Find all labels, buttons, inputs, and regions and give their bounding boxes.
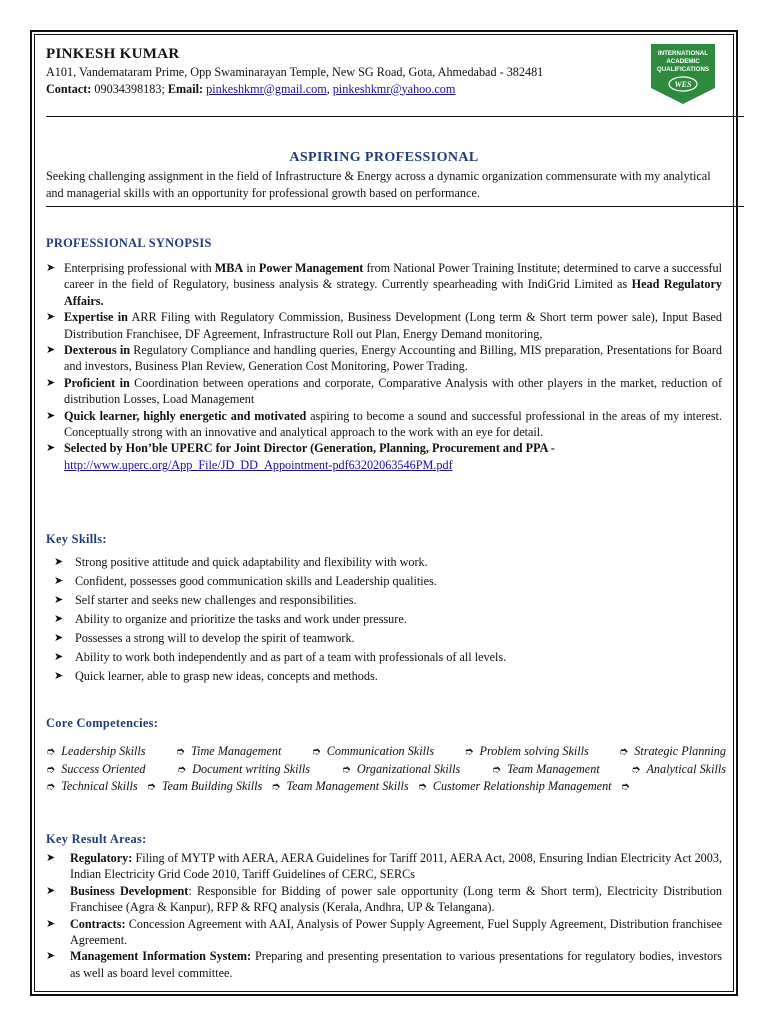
kra-item: ➤ Business Development: Responsible for Bidding of power sale opportunity (Long term & Short term), Electricity Distribution Franchisee (Agra & Kanpur), RFP & RFQ analysis (Kerala, Andhra, UP & Telangana). [46,883,722,915]
arrow-icon: ➮ [619,746,629,758]
arrow-bullet-icon: ➤ [54,575,64,587]
arrow-bullet-icon: ➤ [54,632,64,644]
logo-line-3: QUALIFICATIONS [656,66,710,73]
synopsis-item: ➤ Expertise in ARR Filing with Regulatory Commission, Business Development (Long term & Short term power sale), Input Based Distribution Franchisee, DF Agreement, Infrastructure Roll out Plan, Energy Demand monitoring, [46,310,722,341]
logo-line-1: INTERNATIONAL [657,50,709,57]
candidate-name: PINKESH KUMAR [46,46,180,62]
arrow-icon: ➮ [175,746,185,758]
selected-text: Selected by Hon’ble UPERC for Joint Director (Generation, Planning, Procurement and PPA - [64,441,555,456]
skill-item: ➤ Possesses a strong will to develop the spirit of teamwork. [54,629,714,648]
phone-number: 09034398183; [94,81,165,96]
arrow-bullet-icon: ➤ [46,884,56,897]
competencies-grid [46,743,726,796]
skill-item: ➤ Ability to organize and prioritize the tasks and work under pressure. [54,610,714,629]
arrow-icon: ➮ [631,763,641,776]
competency-item [621,778,636,796]
arrow-bullet-icon: ➤ [46,917,56,930]
competency-item: ➮ Analytical Skills [631,761,726,776]
email-separator: , [326,81,330,96]
arrow-bullet-icon: ➤ [46,950,56,963]
arrow-icon: ➮ [491,763,502,776]
synopsis-list [46,260,722,473]
competency-row [46,778,726,796]
arrow-icon: ➮ [46,746,56,758]
key-skills-list [54,553,714,686]
arrow-icon: ➮ [417,781,427,793]
contact-label: Contact: [46,81,92,96]
kra-item: ➤ Management Information System: Preparing and presenting presentation to various presentations for regulatory bodies, investors as well as board level committee. [46,949,723,980]
objective-title: ASPIRING PROFESSIONAL [289,150,479,165]
competency-item: ➮ Communication Skills [311,744,435,758]
logo-mark: WES [674,80,692,89]
skill-item: ➤ Quick learner, able to grasp new ideas, concepts and methods. [54,667,714,686]
kra-item: ➤ Regulatory: Filing of MYTP with AERA, AERA Guidelines for Tariff 2011, AERA Act, 2008, Ensuring Indian Electricity Act 2003, Indian Electricity Grid Code 2010, Tariff Guidelines of CERC, SERCs [46,851,722,882]
arrow-icon: ➮ [341,763,351,776]
uperc-appointment-link[interactable]: http://www.uperc.org/App_File/JD_DD_Appointment-pdf63202063546PM.pdf [64,457,453,472]
wes-logo [649,44,717,104]
competency-item: ➮ Team Management Skills [271,779,409,793]
arrow-bullet-icon: ➤ [54,670,64,682]
logo-line-2: ACADEMIC [666,58,700,65]
divider-objective [46,206,744,207]
arrow-bullet-icon: ➤ [54,613,64,625]
synopsis-item: ➤ Quick learner, highly energetic and motivated aspiring to become a sound and successful professional in the areas of my interest. Conceptually strong with an innovative and analytical approach to the work with an eye for detail. [46,408,722,440]
synopsis-title: PROFESSIONAL SYNOPSIS [46,236,212,250]
arrow-bullet-icon: ➤ [46,442,56,455]
competency-item: ➮ Customer Relationship Management [417,779,612,793]
arrow-icon: ➮ [464,746,474,758]
email-label: Email: [167,81,204,96]
competency-item: ➮ Success Oriented [46,761,146,776]
arrow-bullet-icon: ➤ [54,594,64,606]
resume-header [46,44,722,97]
arrow-icon: ➮ [46,781,56,793]
skill-item: ➤ Confident, possesses good communication skills and Leadership qualities. [54,572,714,591]
arrow-icon: ➮ [177,763,187,776]
skill-item: ➤ Strong positive attitude and quick adaptability and flexibility with work. [54,553,714,572]
arrow-bullet-icon: ➤ [46,311,56,324]
arrow-bullet-icon: ➤ [54,556,64,568]
arrow-icon: ➮ [146,781,156,793]
competency-item: ➮ Problem solving Skills [464,744,589,758]
arrow-bullet-icon: ➤ [46,409,56,422]
key-skills-title: Key Skills: [46,532,107,546]
address: A101, Vandemataram Prime, Opp Swaminarayan Temple, New SG Road, Gota, Ahmedabad - 382481 [46,65,544,79]
objective-text: Seeking challenging assignment in the field of Infrastructure & Energy across a dynamic organization commensurate with my analytical and managerial skills with an opportunity for professional growth based on performance. [46,169,711,200]
competency-item: ➮ Organizational Skills [341,761,461,776]
synopsis-item: ➤ Enterprising professional with MBA in Power Management from National Power Training Institute; determined to carve a successful career in the field of Regulatory, business analysis & strategy. Currently spearheading with IndiGrid Limited as Head Regulatory Affairs. [46,261,723,308]
competency-item: ➮ Time Management [175,744,282,758]
competency-item: ➮ Strategic Planning [619,744,726,758]
skill-item: ➤ Self starter and seeks new challenges and responsibilities. [54,591,714,610]
competency-item: ➮ Document writing Skills [177,761,311,776]
competency-item: ➮ Team Building Skills [146,779,263,793]
skill-item: ➤ Ability to work both independently and as part of a team with professionals of all levels. [54,648,714,667]
email-link-yahoo[interactable]: pinkeshkmr@yahoo.com [332,81,456,96]
arrow-icon: ➮ [46,763,56,776]
contact-line [46,81,722,98]
arrow-bullet-icon: ➤ [54,651,64,663]
competency-item: ➮ Leadership Skills [46,744,146,758]
synopsis-item: ➤ Proficient in Coordination between operations and corporate, Comparative Analysis with other players in the market, reduction of distribution Losses, Load Management [46,375,722,407]
competencies-title: Core Competencies: [46,716,159,730]
arrow-bullet-icon: ➤ [46,376,56,389]
synopsis-item: ➤ Dexterous in Regulatory Compliance and handling queries, Energy Accounting and Billing, MIS preparation, Presentations for Board and investors, Business Plan Review, Generation Cost Monitoring, Power Trading. [46,343,722,374]
email-link-gmail[interactable]: pinkeshkmr@gmail.com [206,81,327,96]
arrow-icon: ➮ [311,746,321,758]
arrow-icon: ➮ [271,781,281,793]
arrow-icon: ➮ [620,781,630,793]
divider-top [46,116,744,117]
kra-list [46,850,722,981]
arrow-bullet-icon: ➤ [46,344,56,357]
arrow-bullet-icon: ➤ [46,262,56,274]
competency-item: ➮ Team Management [491,761,600,776]
synopsis-item [46,440,722,473]
arrow-bullet-icon: ➤ [46,852,56,864]
competency-item: ➮ Technical Skills [46,779,138,793]
competency-row [46,761,726,779]
kra-item: ➤ Contracts: Concession Agreement with AAI, Analysis of Power Supply Agreement, Fuel Supply Agreement, Distribution franchisee Agreement. [46,916,722,948]
kra-title: Key Result Areas: [46,832,147,846]
competency-row [46,743,726,761]
